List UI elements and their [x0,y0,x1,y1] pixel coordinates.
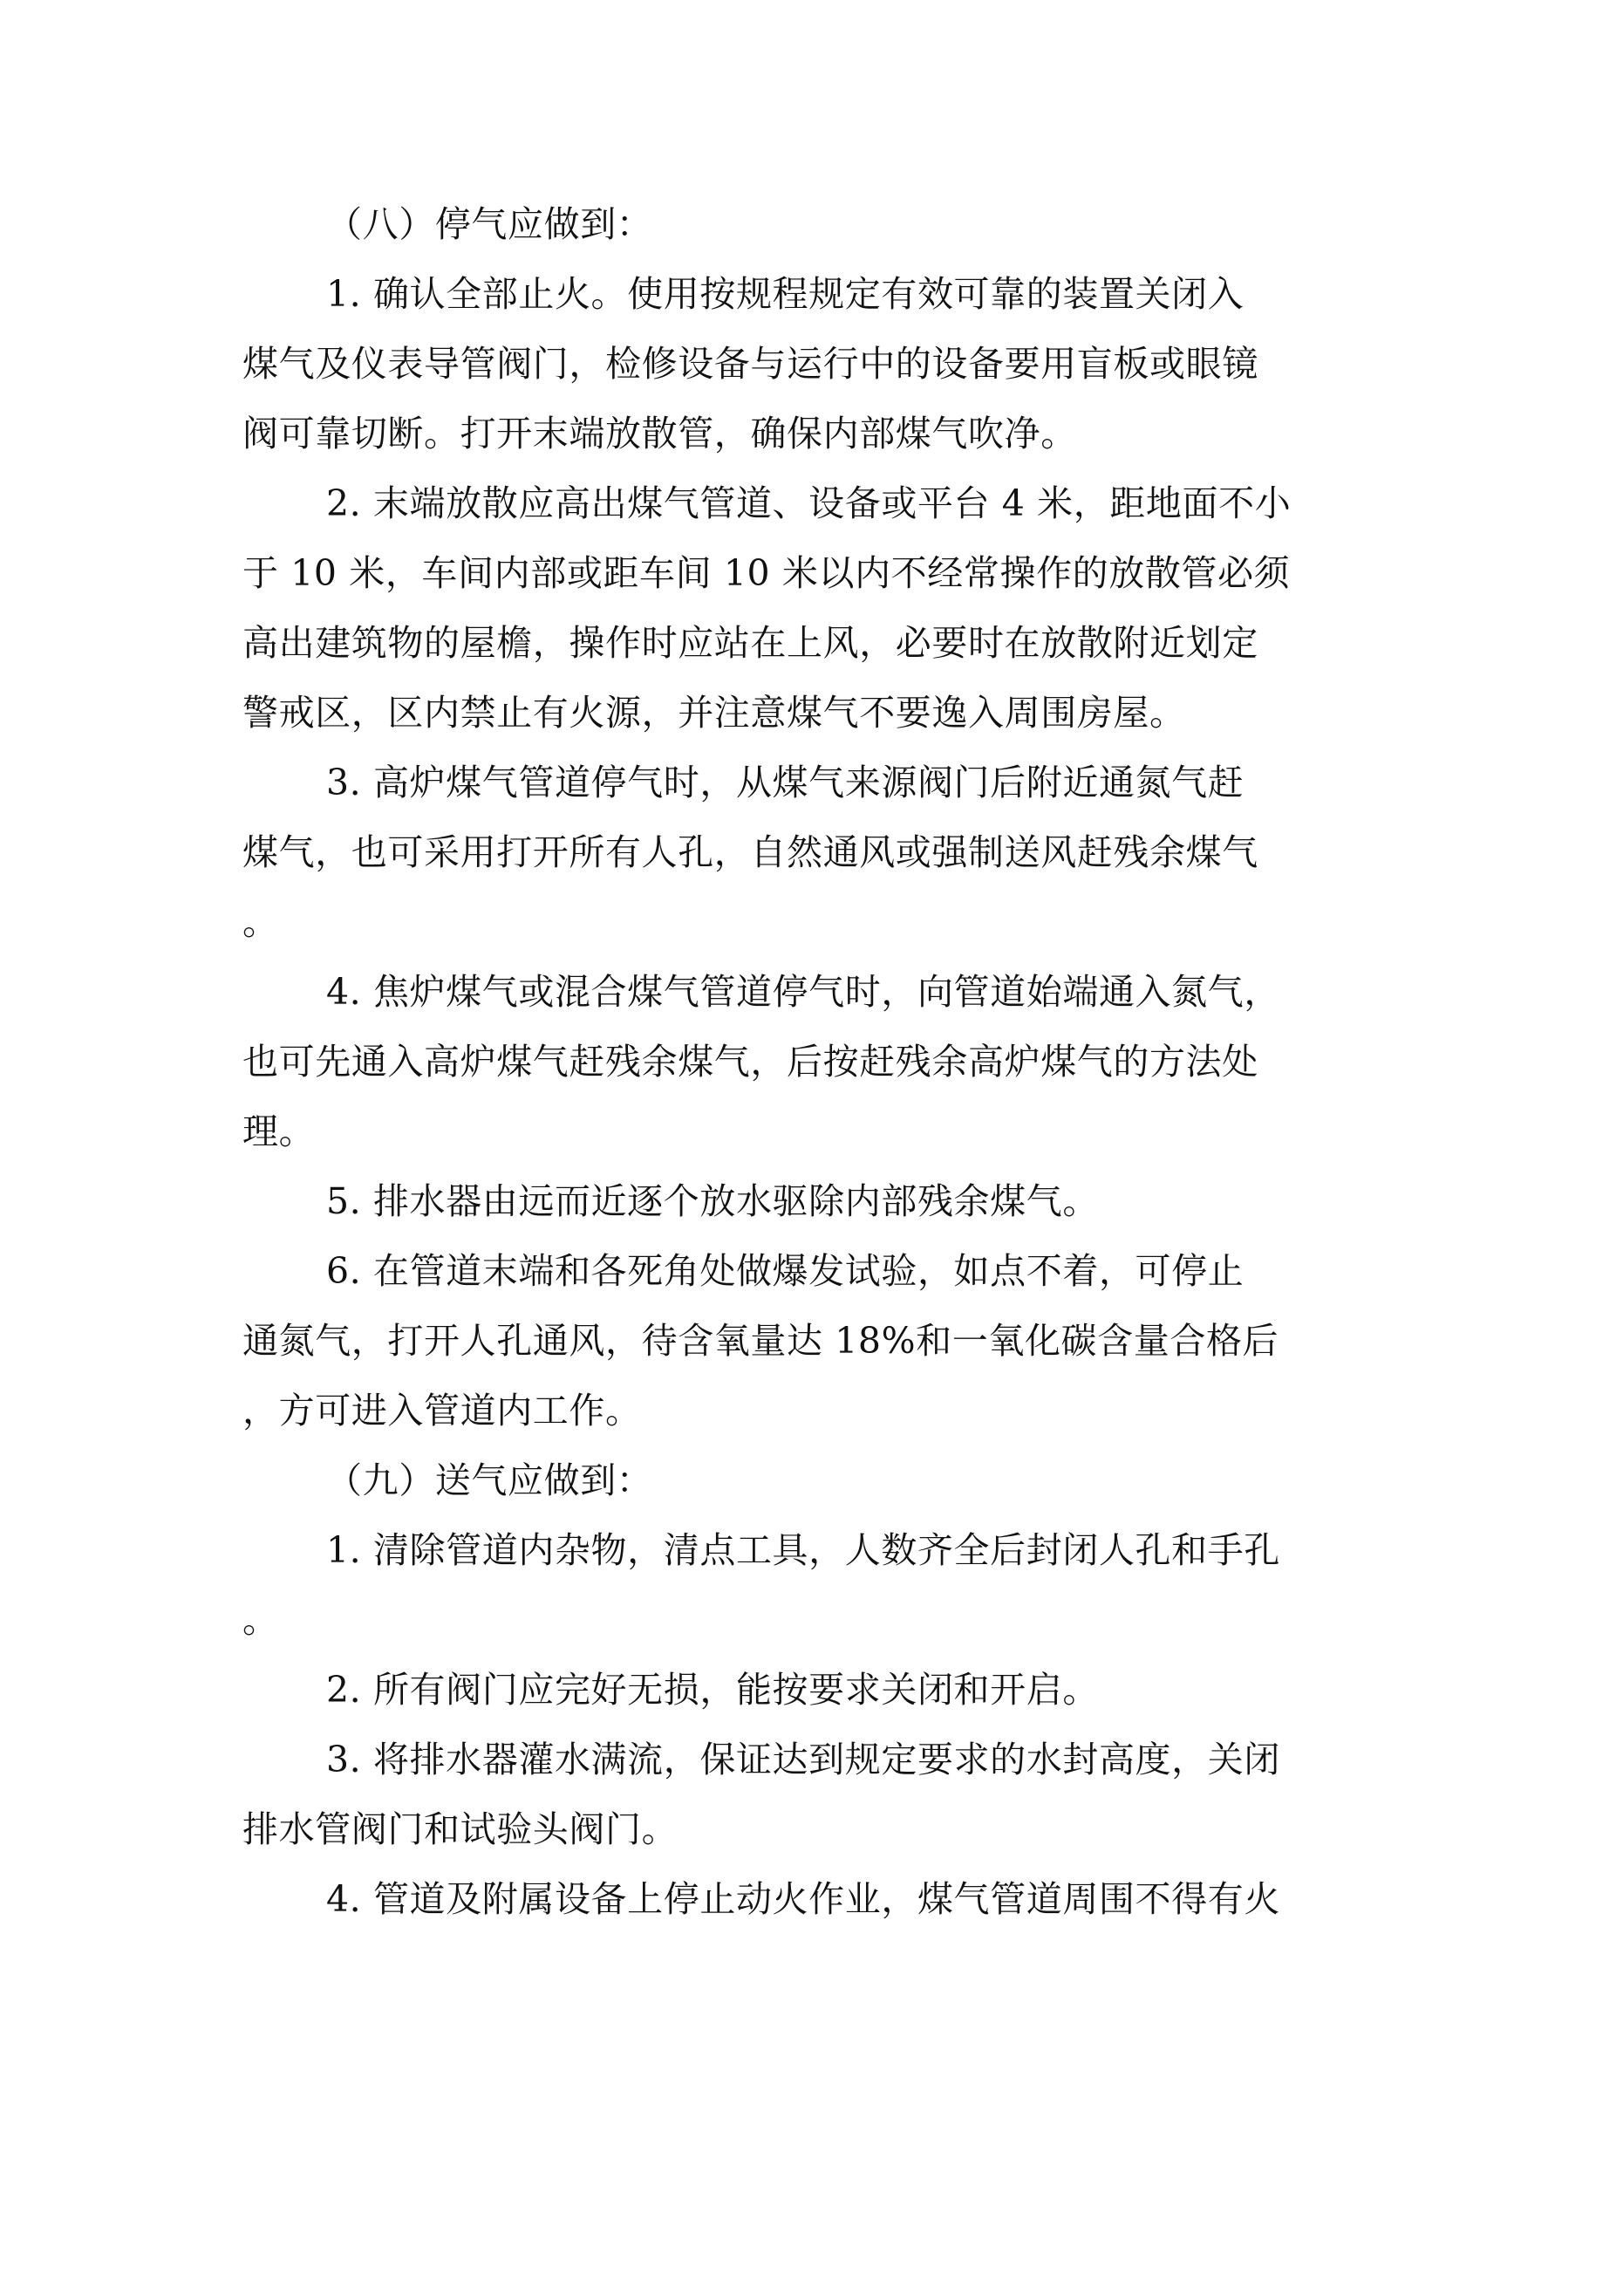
paragraph-line: 4. 焦炉煤气或混合煤气管道停气时，向管道始端通入氮气， [326,971,1280,1013]
paragraph-line: 也可先通入高炉煤气赶残余煤气，后按赶残余高炉煤气的方法处 [242,1041,1258,1083]
paragraph-line: 3. 将排水器灌水满流，保证达到规定要求的水封高度，关闭 [326,1739,1280,1780]
paragraph-line: 煤气及仪表导管阀门，检修设备与运行中的设备要用盲板或眼镜 [242,343,1258,385]
paragraph-line: 通氮气，打开人孔通风，待含氧量达 18%和一氧化碳含量合格后 [242,1320,1279,1362]
paragraph-line: ，方可进入管道内工作。 [242,1390,642,1432]
paragraph-line: 2. 所有阀门应完好无损，能按要求关闭和开启。 [326,1669,1099,1711]
paragraph-line: 排水管阀门和试验头阀门。 [242,1808,679,1850]
paragraph-line: 3. 高炉煤气管道停气时，从煤气来源阀门后附近通氮气赶 [326,762,1245,803]
paragraph-line: 阀可靠切断。打开末端放散管，确保内部煤气吹净。 [242,413,1077,454]
paragraph-line: 5. 排水器由远而近逐个放水驱除内部残余煤气。 [326,1180,1099,1222]
paragraph-line: 警戒区，区内禁止有火源，并注意煤气不要逸入周围房屋。 [242,692,1186,734]
section-heading-8: （八）停气应做到： [326,203,653,245]
paragraph-line: 6. 在管道末端和各死角处做爆发试验，如点不着，可停止 [326,1250,1245,1292]
paragraph-line: 1. 清除管道内杂物，清点工具，人数齐全后封闭人孔和手孔 [326,1529,1280,1571]
section-heading-9: （九）送气应做到： [326,1459,653,1501]
paragraph-line: 于 10 米，车间内部或距车间 10 米以内不经常操作的放散管必须 [242,552,1291,594]
paragraph-line: 高出建筑物的屋檐，操作时应站在上风，必要时在放散附近划定 [242,622,1258,664]
paragraph-line: 。 [242,1599,279,1641]
paragraph-line: 煤气，也可采用打开所有人孔，自然通风或强制送风赶残余煤气 [242,831,1258,873]
paragraph-line: 理。 [242,1110,316,1152]
paragraph-line: 2. 末端放散应高出煤气管道、设备或平台 4 米，距地面不小 [326,482,1292,524]
paragraph-line: 。 [242,901,279,943]
paragraph-line: 1. 确认全部止火。使用按规程规定有效可靠的装置关闭入 [326,273,1245,315]
paragraph-line: 4. 管道及附属设备上停止动火作业，煤气管道周围不得有火 [326,1878,1280,1920]
